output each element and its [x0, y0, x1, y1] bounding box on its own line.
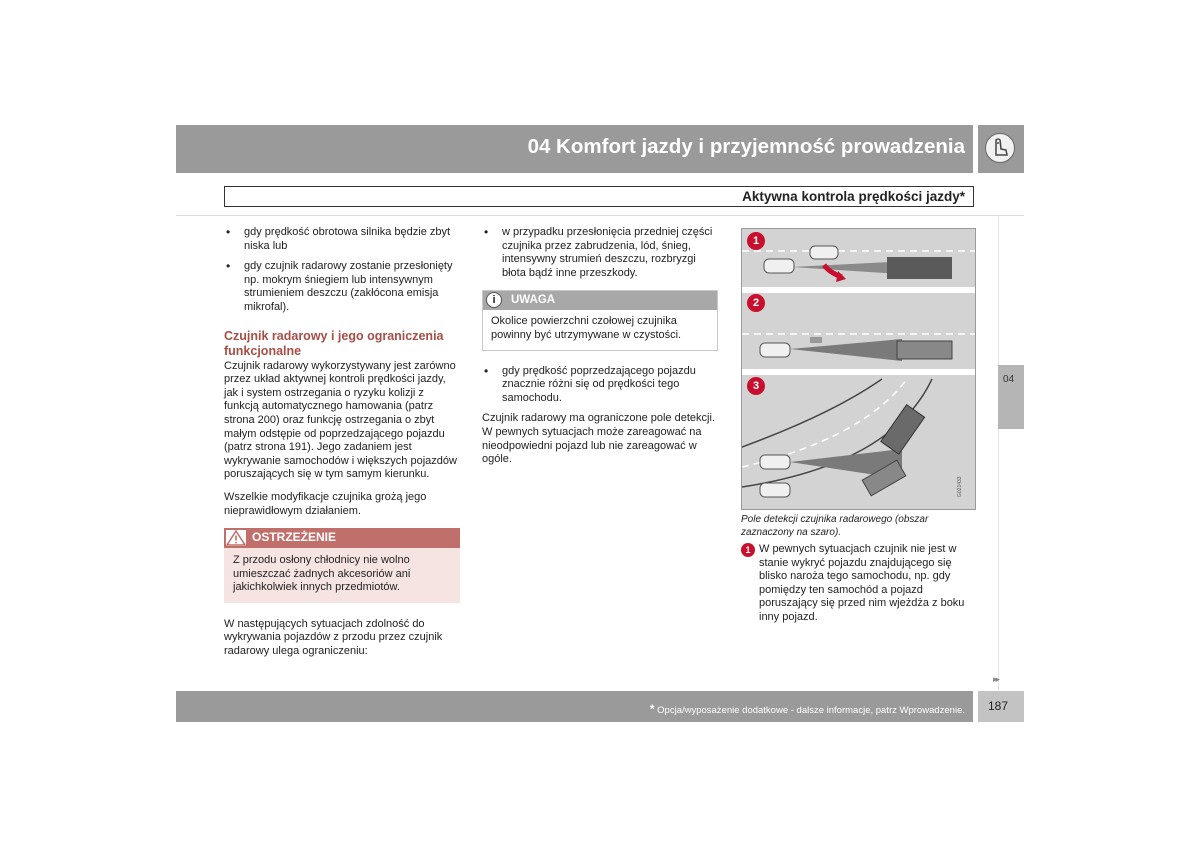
note-text: Okolice powierzchni czołowej czujnika powinny być utrzymywane w czystości.: [483, 310, 717, 349]
warning-label: OSTRZEŻENIE: [252, 530, 337, 545]
info-icon: i: [486, 292, 502, 308]
warning-header: [224, 528, 460, 548]
item-marker-1: 1: [741, 543, 755, 557]
warning-triangle-icon: [226, 530, 246, 546]
figure-marker-3: 3: [747, 377, 765, 395]
note-label: UWAGA: [511, 294, 556, 307]
radar-detection-figure: [741, 228, 976, 510]
chapter-title: 04 Komfort jazdy i przyjemność prowadzenia: [527, 135, 965, 158]
figure-code: G021433: [957, 476, 963, 497]
middle-column: [482, 226, 718, 476]
bullet-item: • w przypadku przesłonięcia przedniej części czujnika przez zabrudzenia, lód, śnieg, intensywny strumień deszczu, rozbryzgi błota bądź inne przeszkody.: [482, 226, 718, 280]
footnote-text: Opcja/wyposażenie dodatkowe - dalsze informacje, patrz Wprowadzenie.: [657, 705, 965, 716]
section-title: Aktywna kontrola prędkości jazdy*: [742, 189, 965, 204]
continue-arrows-icon: ▸▸: [993, 674, 999, 684]
page-number-box: [978, 691, 1024, 722]
left-column: [224, 226, 460, 668]
figure-caption: Pole detekcji czujnika radarowego (obszar zaznaczony na szaro).: [741, 514, 929, 538]
paragraph: W następujących sytuacjach zdolność do wykrywania pojazdów z przodu przez czujnik radarowy ulega ograniczeniu:: [224, 617, 443, 658]
chapter-icon-box: [978, 125, 1024, 173]
seat-icon: [985, 133, 1015, 163]
paragraph: Wszelkie modyfikacje czujnika grożą jego nieprawidłowym działaniem.: [224, 490, 427, 517]
paragraph: Czujnik radarowy ma ograniczone pole detekcji. W pewnych sytuacjach może zareagować na nieodpowiedni pojazd lub nie zareagować w ogóle.: [482, 412, 715, 466]
figure-marker-2: 2: [747, 294, 765, 312]
subheading: Czujnik radarowy i jego ograniczenia funkcjonalne: [224, 328, 444, 358]
numbered-item: [741, 543, 977, 625]
paragraph: Czujnik radarowy wykorzystywany jest zarówno przez układ aktywnej kontroli prędkości jazdy, jak i system ostrzegania o ryzyku kolizji z funkcją automatycznego hamowania (patrz strona 200) oraz funkcję ostrzegania o zbyt małym odstępie od poprzedzającego pojazdu (patrz strona 191). Jego zadaniem jest wykrywanie samochodów i większych pojazdów poruszających się w tym samym kierunku.: [224, 359, 457, 481]
footnote: [650, 702, 965, 716]
warning-box: [224, 528, 460, 603]
note-box: [482, 290, 718, 350]
chapter-tab-label: 04: [1003, 374, 1015, 385]
figure-marker-1: 1: [747, 232, 765, 250]
footnote-asterisk: *: [649, 702, 655, 716]
page-number: 187: [988, 699, 1009, 713]
chapter-header-bar: [176, 125, 973, 173]
bullet-item: • gdy czujnik radarowy zostanie przesłonięty np. mokrym śniegiem lub intensywnym strumieniem deszczu (zakłócona emisja mikrofal).: [224, 260, 460, 314]
right-column: [741, 514, 977, 625]
item-text: W pewnych sytuacjach czujnik nie jest w stanie wykryć pojazdu znajdującego się blisko naroża tego samochodu, np. gdy pomiędzy ten samochód a pojazd poruszający się przed nim wjeżdża z boku inny pojazd.: [759, 543, 965, 623]
bullet-item: • gdy prędkość obrotowa silnika będzie zbyt niska lub: [224, 226, 460, 253]
note-header: [483, 291, 717, 310]
warning-text: Z przodu osłony chłodnicy nie wolno umieszczać żadnych akcesoriów ani jakichkolwiek innych przedmiotów.: [224, 548, 460, 603]
footer-bar: [176, 691, 973, 722]
header-divider: [176, 215, 1024, 216]
side-divider: [998, 216, 999, 690]
bullet-item: • gdy prędkość poprzedzającego pojazdu znacznie różni się od prędkości tego samochodu.: [482, 365, 718, 406]
chapter-tab: [998, 365, 1024, 429]
section-heading-box: [224, 186, 974, 207]
radar-diagram: [742, 229, 975, 509]
